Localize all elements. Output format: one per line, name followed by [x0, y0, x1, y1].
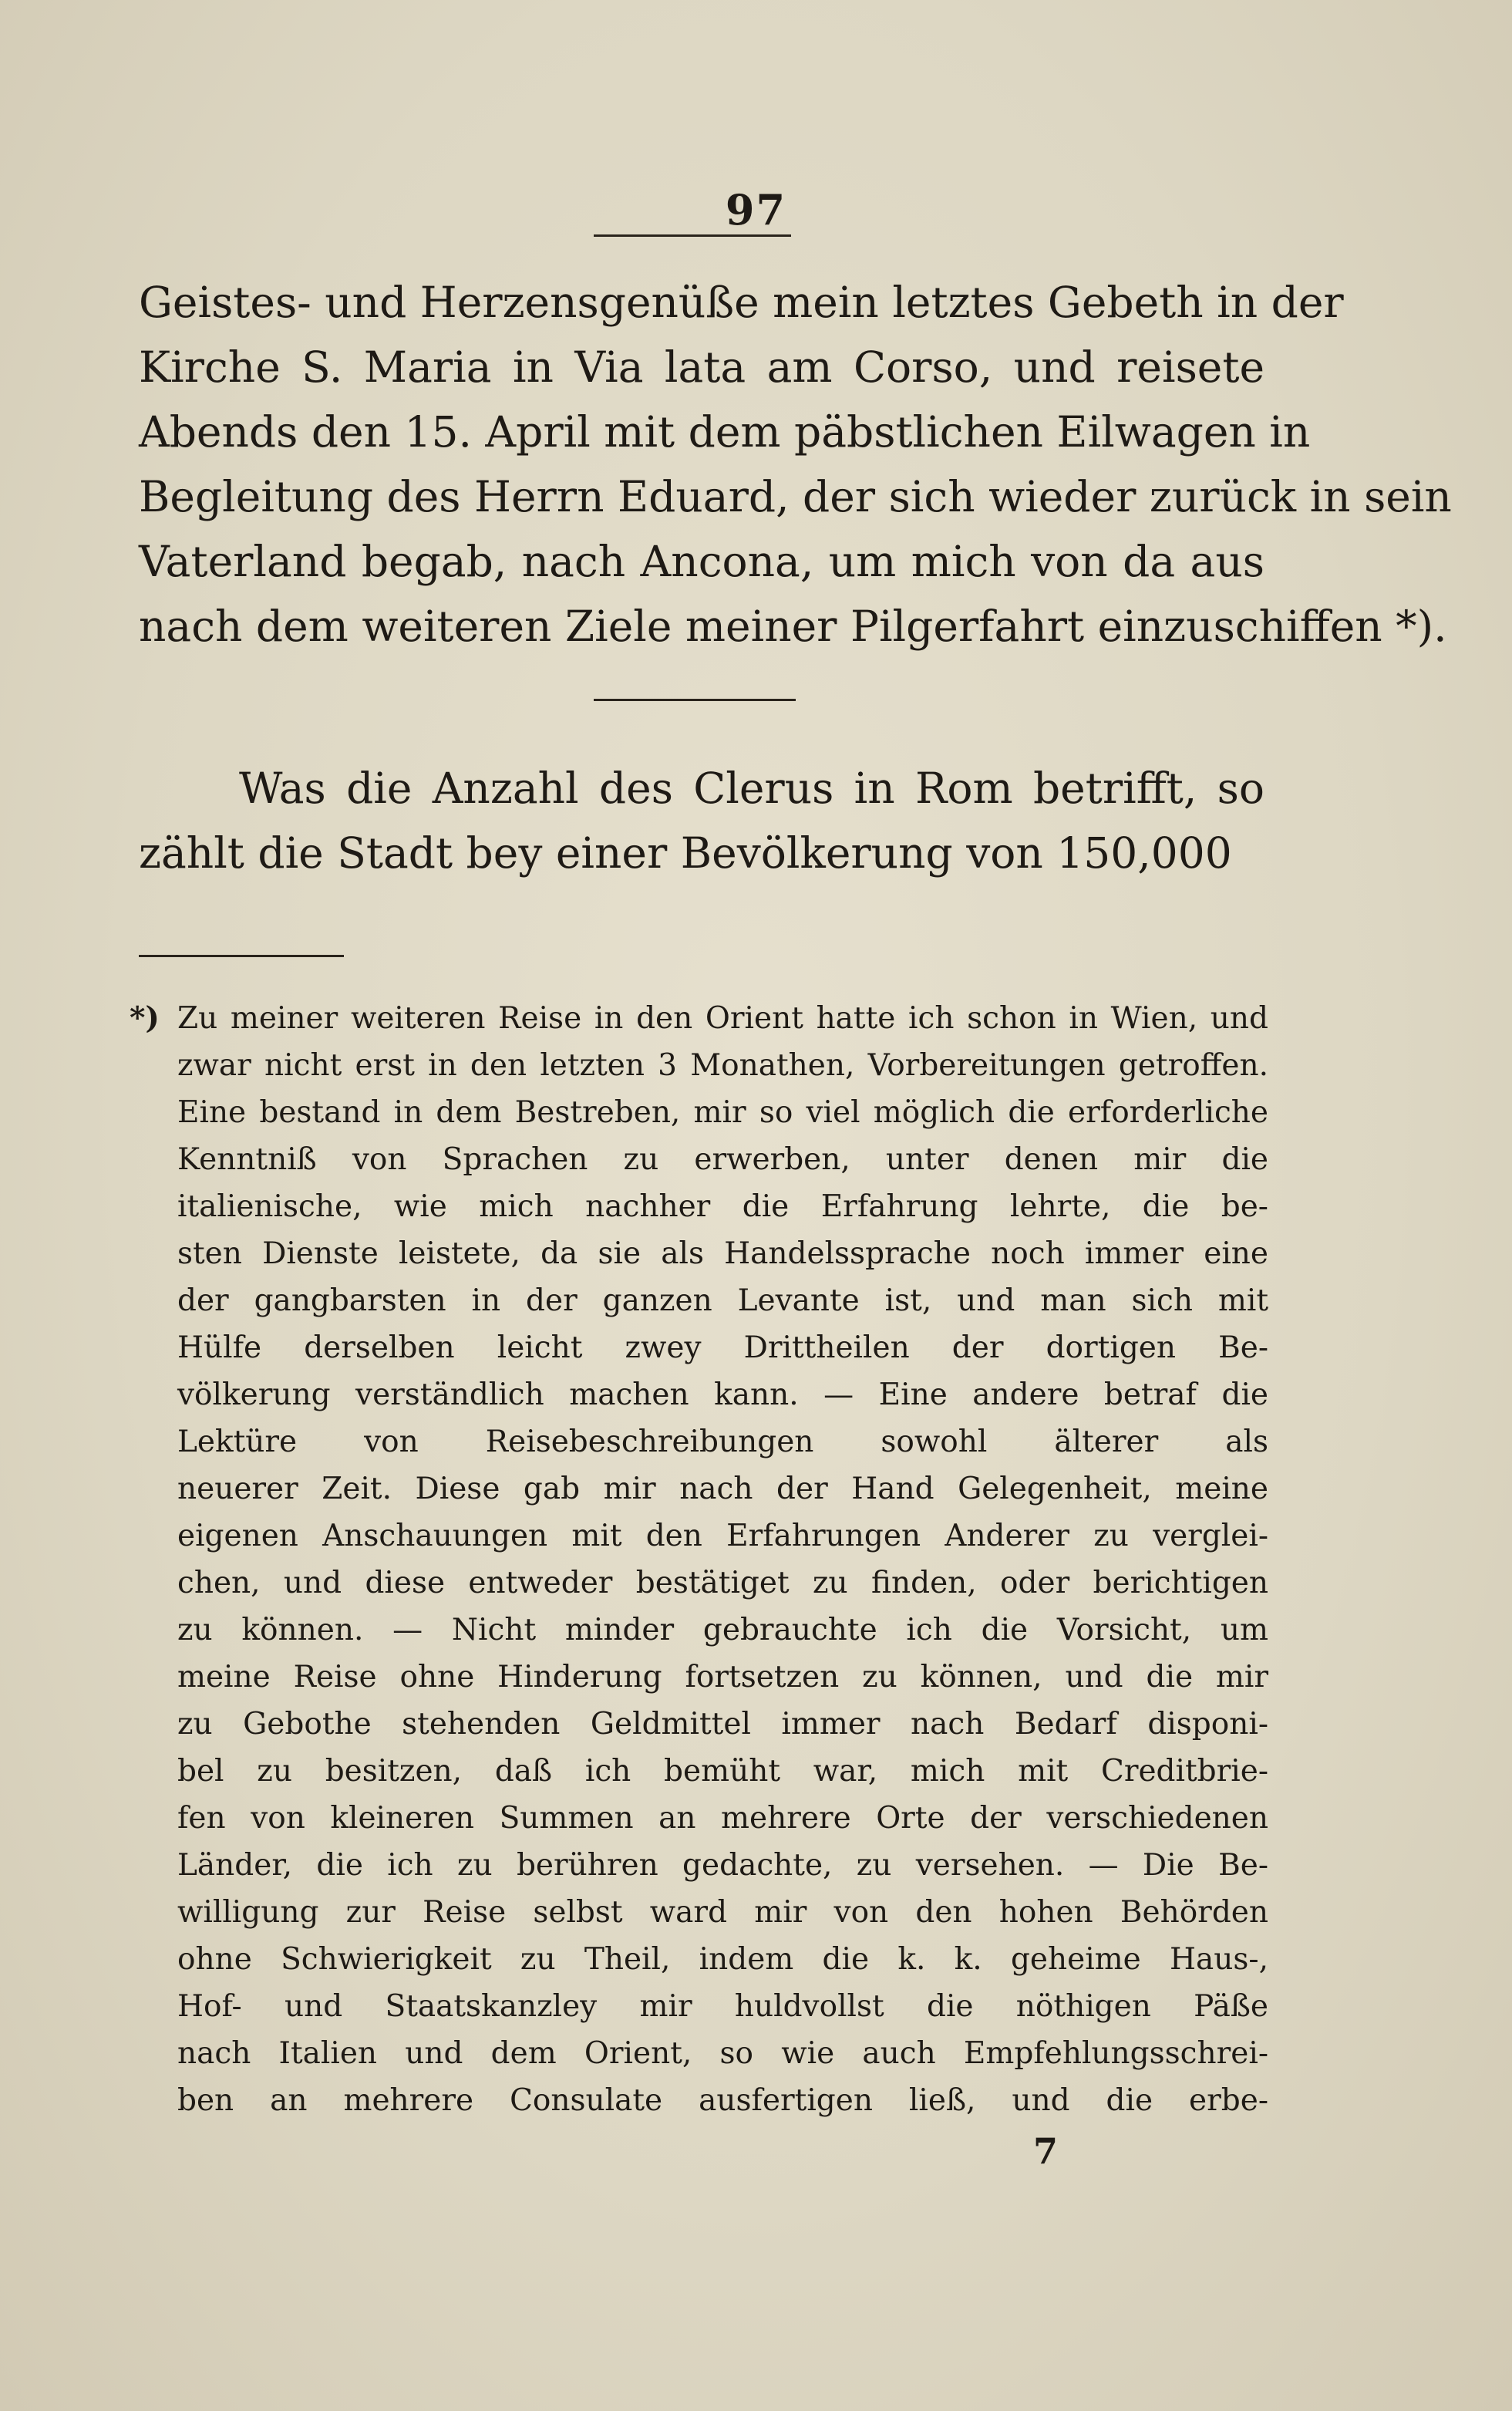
footnote-line: neuerer Zeit. Diese gab mir nach der Hand Gelegenheit, meine: [177, 1472, 1268, 1506]
text-line: Geistes- und Herzensgenüße mein letztes Gebeth in der: [139, 278, 1344, 327]
footnote-line: zu Gebothe stehenden Geldmittel immer nach Bedarf disponi-: [177, 1707, 1268, 1742]
footnote-line: willigung zur Reise selbst ward mir von den hohen Behörden: [177, 1895, 1268, 1930]
footnote-line: bel zu besitzen, daß ich bemüht war, mich mit Creditbrie-: [177, 1754, 1268, 1789]
signature-mark: 7: [1033, 2130, 1059, 2172]
footnote-line: Eine bestand in dem Bestreben, mir so viel möglich die erforderliche: [177, 1095, 1268, 1130]
footnote-line: zwar nicht erst in den letzten 3 Monathen, Vorbereitungen getroffen.: [177, 1048, 1268, 1083]
footnote-line: zu können. — Nicht minder gebrauchte ich die Vorsicht, um: [177, 1613, 1268, 1647]
second-paragraph: [139, 756, 1264, 885]
section-divider: [594, 699, 796, 701]
text-line: Begleitung des Herrn Eduard, der sich wieder zurück in sein: [139, 472, 1452, 521]
page-number: 97: [725, 185, 787, 234]
footnote-line: völkerung verständlich machen kann. — Eine andere betraf die: [177, 1377, 1268, 1412]
footnote-line: Hof- und Staatskanzley mir huldvollst die nöthigen Päße: [177, 1989, 1268, 2024]
footnote-line: chen, und diese entweder bestätiget zu finden, oder berichtigen: [177, 1566, 1268, 1600]
footnote-line: meine Reise ohne Hinderung fortsetzen zu können, und die mir: [177, 1660, 1268, 1694]
footnote-line: Lektüre von Reisebeschreibungen sowohl älterer als: [177, 1425, 1268, 1459]
text-line: Abends den 15. April mit dem päbstlichen Eilwagen in: [139, 407, 1311, 457]
footnote-line: Zu meiner weiteren Reise in den Orient hatte ich schon in Wien, und: [177, 1001, 1268, 1036]
footnote-line: italienische, wie mich nachher die Erfahrung lehrte, die be-: [177, 1189, 1268, 1224]
text-line: Kirche S. Maria in Via lata am Corso, und reisete: [139, 342, 1264, 392]
footnote-line: der gangbarsten in der ganzen Levante ist, und man sich mit: [177, 1283, 1268, 1318]
header-rule: [594, 234, 791, 237]
footnote-line: ben an mehrere Consulate ausfertigen ließ, und die erbe-: [177, 2083, 1268, 2118]
footnote-line: fen von kleineren Summen an mehrere Orte der verschiedenen: [177, 1801, 1268, 1836]
footnote-line: sten Dienste leistete, da sie als Handelssprache noch immer eine: [177, 1236, 1268, 1271]
text-line: nach dem weiteren Ziele meiner Pilgerfahrt einzuschiffen *).: [139, 602, 1447, 651]
text-line: zählt die Stadt bey einer Bevölkerung von 150,000: [139, 828, 1232, 878]
footnote-line: nach Italien und dem Orient, so wie auch Empfehlungsschrei-: [177, 2036, 1268, 2071]
footnote-line: Länder, die ich zu berühren gedachte, zu versehen. — Die Be-: [177, 1848, 1268, 1883]
footnote-line: Hülfe derselben leicht zwey Drittheilen der dortigen Be-: [177, 1330, 1268, 1365]
main-paragraph: [139, 270, 1452, 659]
footnote-line: Kenntniß von Sprachen zu erwerben, unter denen mir die: [177, 1142, 1268, 1177]
text-line: Vaterland begab, nach Ancona, um mich von da aus: [139, 537, 1264, 586]
footnote-marker: *): [130, 1000, 160, 1036]
footnote: [130, 995, 1268, 2124]
footnote-line: eigenen Anschauungen mit den Erfahrungen Anderer zu verglei-: [177, 1519, 1268, 1553]
text-line: Was die Anzahl des Clerus in Rom betrifft, so: [239, 764, 1264, 813]
footnote-line: ohne Schwierigkeit zu Theil, indem die k. k. geheime Haus-,: [177, 1942, 1268, 1977]
footnote-rule: [139, 955, 344, 957]
